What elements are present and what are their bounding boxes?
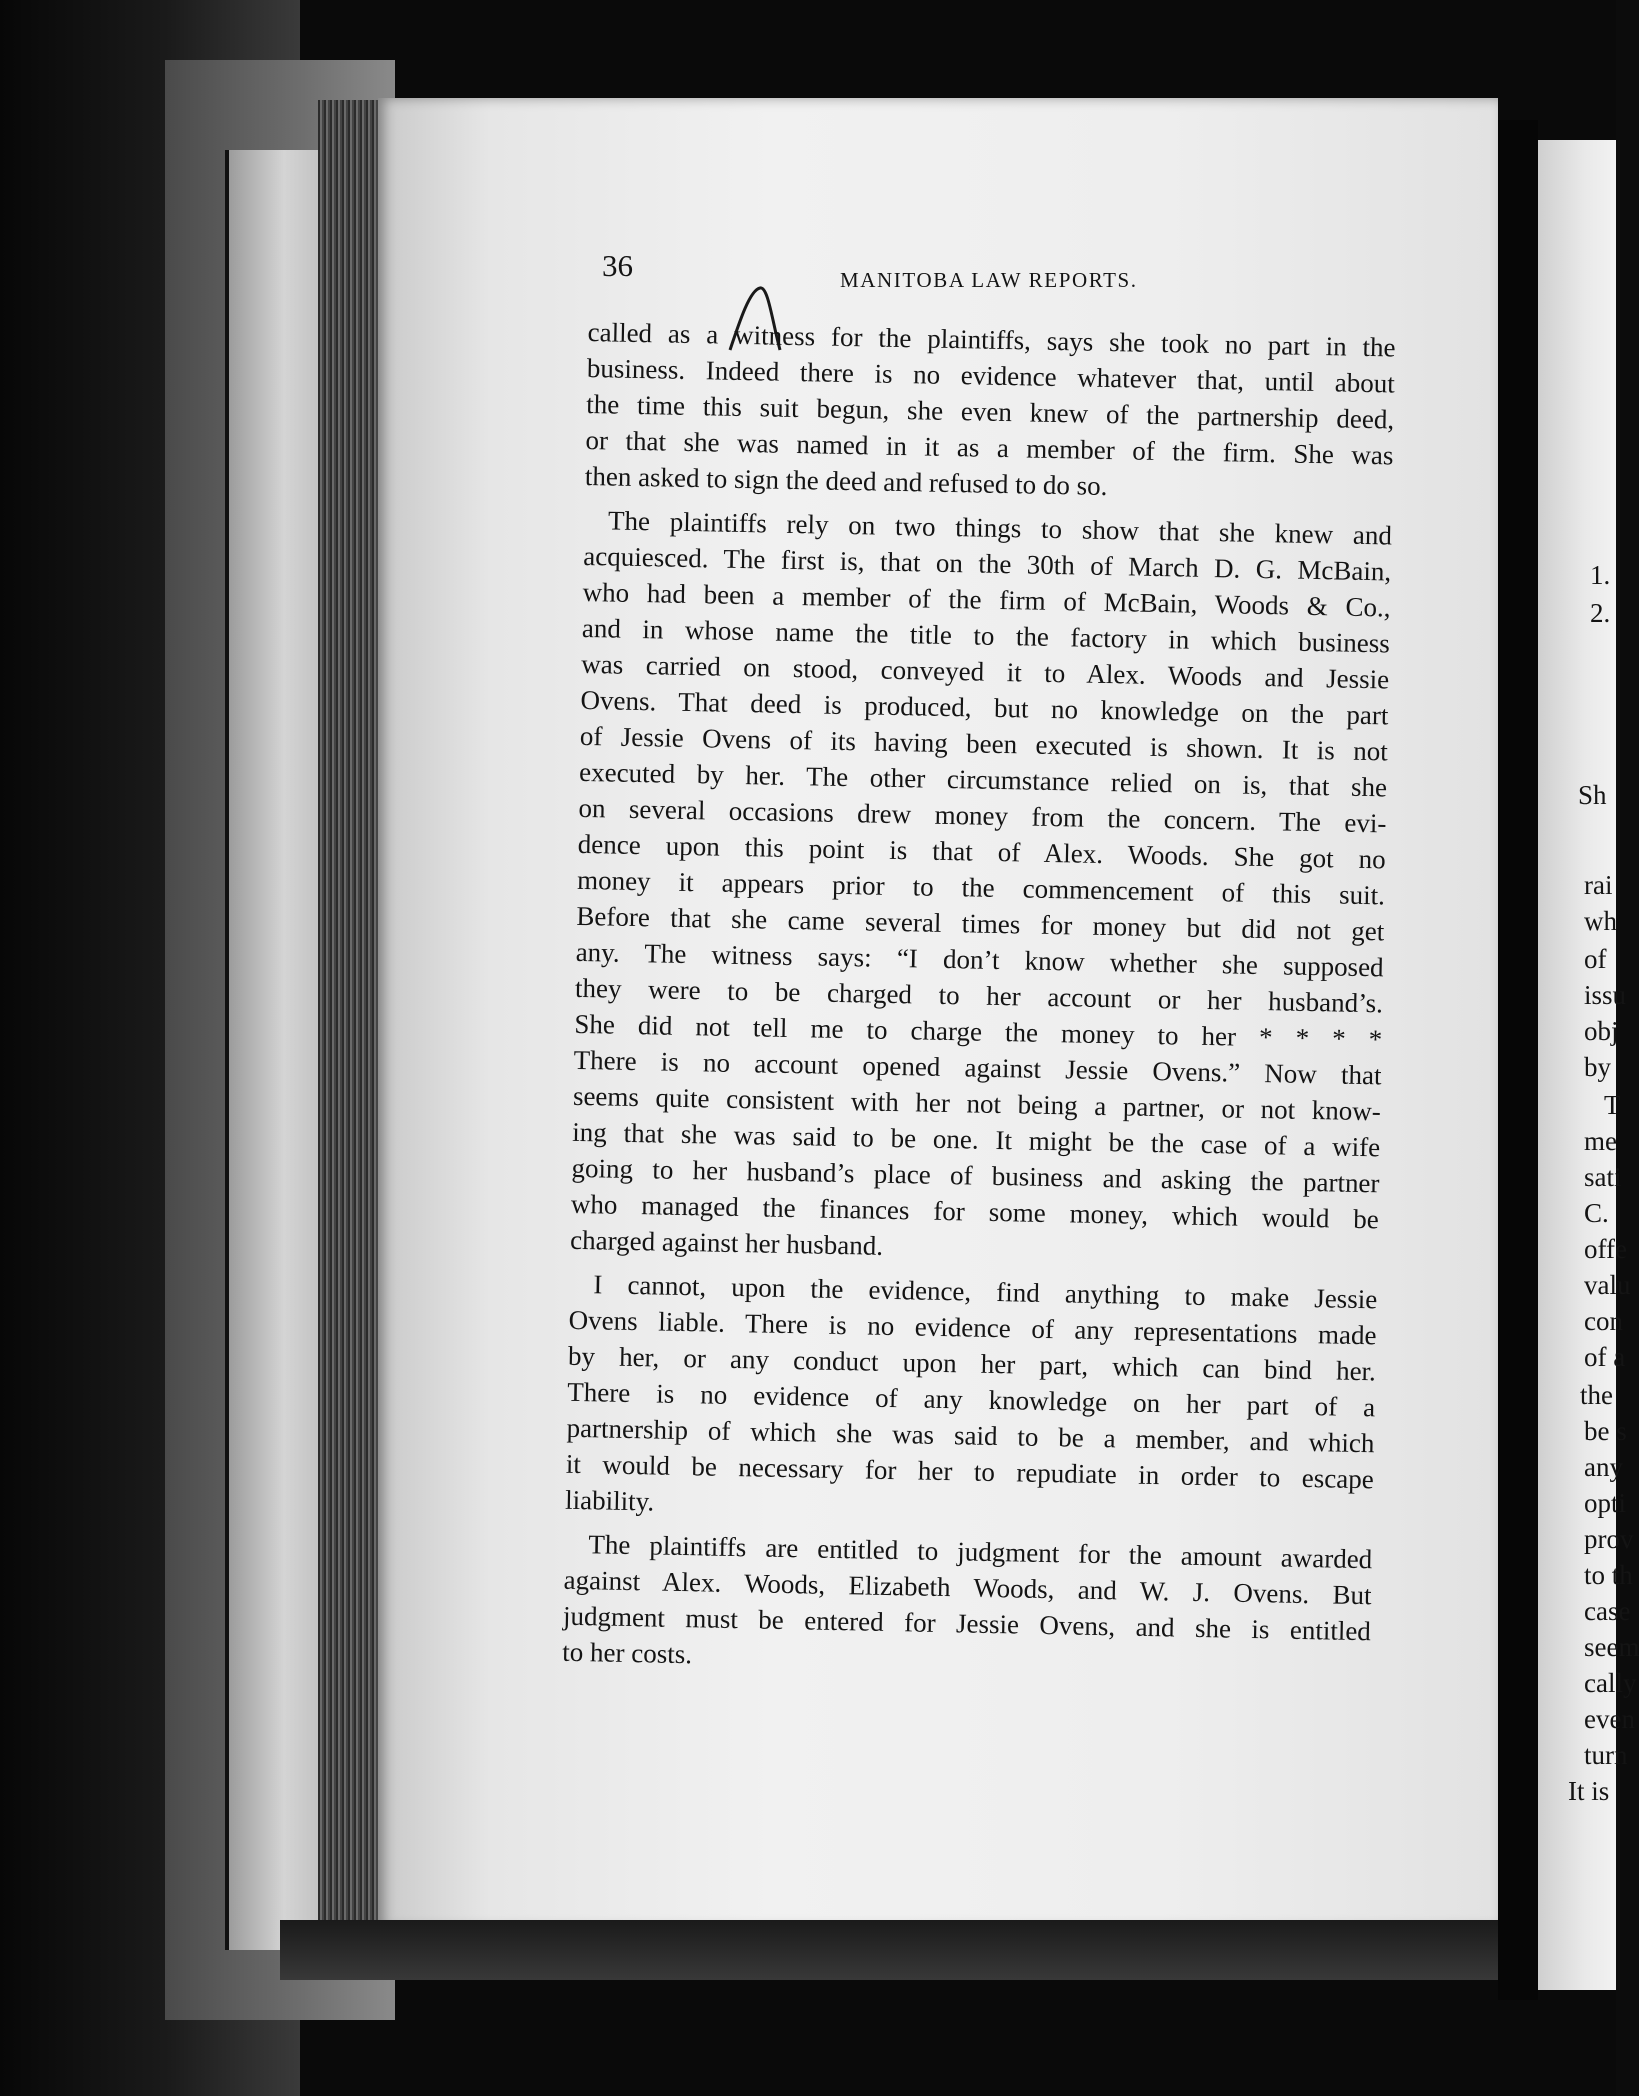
text-line: going to her husband’s place of business and asking the partner (571, 1152, 1380, 1199)
running-head: MANITOBA LAW REPORTS. (840, 268, 1138, 292)
text-line: I cannot, upon the evidence, find anything to make Jessie (593, 1269, 1378, 1315)
right-page-fragment: issu (1584, 980, 1627, 1010)
text-line: executed by her. The other circumstance relied on is, that she (578, 756, 1388, 803)
text-line: judgment must be entered for Jessie Ovens, and she is entitled (562, 1600, 1372, 1647)
text-line: Ovens. That deed is produced, but no knowledge on the part (580, 684, 1389, 731)
text-line: money it appears prior to the commencement of this suit. (576, 864, 1386, 911)
right-page-fragment: opti (1584, 1488, 1627, 1518)
right-page-fragment: con (1584, 1306, 1623, 1336)
right-page-fragment: to th (1584, 1560, 1633, 1590)
right-page-fragment: obj (1584, 1016, 1619, 1046)
text-line: who had been a member of the firm of McBain, Woods & Co., (582, 576, 1391, 623)
text-line: was carried on stood, conveyed it to Alex. Woods and Jessie (580, 648, 1390, 695)
text-line: and in whose name the title to the factory in which business (581, 612, 1391, 659)
right-page-fragment: prov (1584, 1524, 1634, 1554)
text-line: acquiesced. The first is, that on the 30th of March D. G. McBain, (583, 540, 1392, 587)
right-page-fragment: T (1604, 1090, 1621, 1120)
right-page-fragment: any (1584, 1452, 1623, 1482)
right-page-fragment: cally (1584, 1668, 1637, 1698)
right-page-fragment: 1. (1590, 560, 1611, 590)
text-line: ing that she was said to be one. It might be the case of a wife (572, 1116, 1381, 1163)
text-line: dence upon this point is that of Alex. Woods. She got no (577, 828, 1386, 875)
right-page-fragment: of a (1584, 1342, 1626, 1372)
right-page-fragment: wh (1584, 906, 1617, 936)
text-line: or that she was named in it as a member of the firm. She was (585, 424, 1394, 471)
right-page-fragment: valu (1584, 1270, 1631, 1300)
right-page-fragment: even (1584, 1704, 1635, 1734)
page-bottom-shadow (280, 1920, 1510, 1980)
right-page-fragment: sati (1584, 1162, 1622, 1192)
text-line: then asked to sign the deed and refused to do so. (584, 460, 1108, 502)
text-line: it would be necessary for her to repudiate in order to escape (565, 1448, 1375, 1495)
right-page-fragment: me (1584, 1126, 1617, 1156)
right-page-fragment: seem (1584, 1632, 1639, 1662)
page-number: 36 (602, 248, 633, 283)
text-line: the time this suit begun, she even knew of the partnership deed, (585, 388, 1395, 435)
text-line: any. The witness says: “I don’t know whether she supposed (575, 936, 1384, 983)
text-line: charged against her husband. (569, 1224, 884, 1261)
right-page-fragment: offe (1584, 1234, 1627, 1264)
text-line: on several occasions drew money from the concern. The evi- (578, 792, 1387, 839)
text-line: partnership of which she was said to be a member, and which (566, 1412, 1375, 1459)
text-line: seems quite consistent with her not being a partner, or not know- (572, 1080, 1382, 1127)
text-line: liability. (564, 1484, 655, 1517)
text-line: There is no account opened against Jessie Ovens.” Now that (573, 1044, 1382, 1091)
right-page-fragment: 2. (1590, 598, 1611, 628)
right-page-fragment: C. (1584, 1198, 1609, 1228)
right-page-fragment: turn (1584, 1740, 1628, 1770)
text-line: Ovens liable. There is no evidence of any representations made (568, 1304, 1377, 1351)
right-page-fragment: be s (1584, 1416, 1627, 1446)
right-page-fragment: by (1584, 1052, 1611, 1082)
book-gutter (1498, 120, 1538, 2000)
text-line: She did not tell me to charge the money to her * * * * (574, 1008, 1383, 1055)
right-page-fragment: of (1584, 944, 1607, 974)
text-line: of Jessie Ovens of its having been executed is shown. It is not (579, 720, 1389, 767)
right-page-fragment: Sh (1578, 780, 1607, 810)
right-page-fragment: case (1584, 1596, 1631, 1626)
text-line: There is no evidence of any knowledge on her part of a (567, 1376, 1376, 1423)
text-line: called as a witness for the plaintiffs, says she took no part in the (587, 316, 1396, 363)
text-line: The plaintiffs are entitled to judgment for the amount awarded (588, 1529, 1373, 1575)
text-line: Before that she came several times for money but did not get (576, 900, 1385, 947)
right-page-fragment: the (1580, 1380, 1613, 1410)
text-line: who managed the finances for some money, which would be (570, 1188, 1380, 1235)
page-block-edges (318, 100, 380, 1930)
text-line: to her costs. (562, 1636, 693, 1670)
text-line: The plaintiffs rely on two things to show that she knew and (607, 505, 1393, 551)
right-page-fragment: It is (1568, 1776, 1610, 1806)
page-body-text (562, 314, 1396, 1685)
text-line: against Alex. Woods, Elizabeth Woods, and W. J. Ovens. But (563, 1564, 1372, 1611)
text-line: business. Indeed there is no evidence whatever that, until about (586, 352, 1396, 399)
text-line: they were to be charged to her account or her husband’s. (574, 972, 1384, 1019)
right-page-fragment: rai (1584, 870, 1613, 900)
text-line: by her, or any conduct upon her part, which can bind her. (567, 1340, 1377, 1387)
